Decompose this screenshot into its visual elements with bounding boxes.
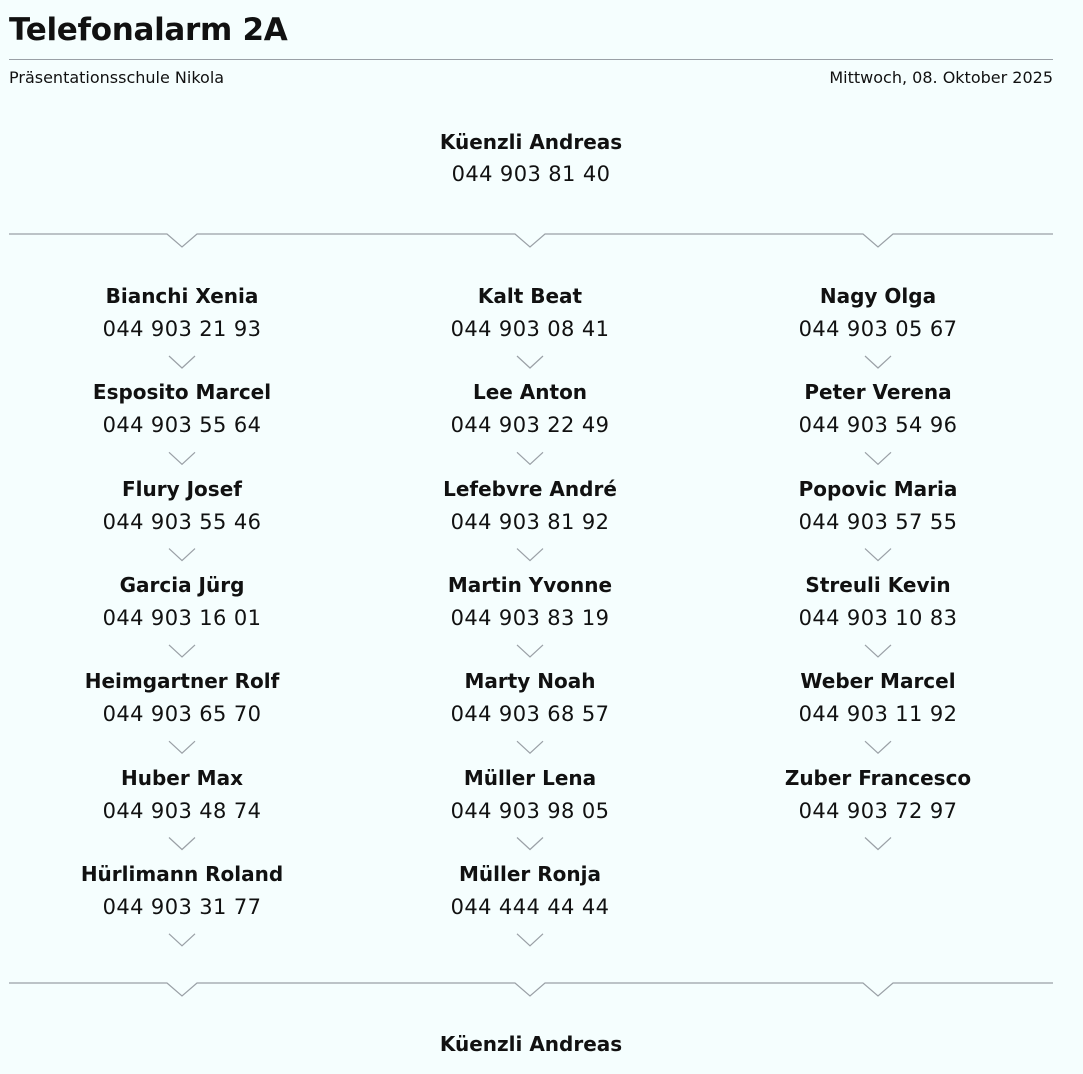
leader-entry [381, 130, 681, 187]
member-phone: 044 903 54 96 [798, 413, 958, 438]
member-name: Müller Ronja [459, 861, 601, 886]
member-entry [32, 380, 332, 438]
member-phone: 044 903 16 01 [102, 605, 262, 630]
member-entry [32, 284, 332, 342]
member-entry [380, 284, 680, 342]
chevron-down-icon [169, 356, 195, 368]
chevron-down-icon [865, 549, 891, 561]
member-phone: 044 903 68 57 [450, 702, 610, 727]
member-name: Lefebvre André [443, 476, 617, 501]
chevron-down-icon [865, 645, 891, 657]
member-phone: 044 903 05 67 [798, 317, 958, 341]
member-entry [380, 766, 680, 824]
member-phone: 044 444 44 44 [450, 894, 610, 919]
member-name: Martin Yvonne [447, 572, 613, 597]
top-distribution-line [9, 234, 1053, 247]
header-divider [9, 59, 1053, 60]
member-phone: 044 903 21 93 [102, 317, 262, 341]
member-phone: 044 903 31 77 [102, 894, 262, 919]
chevron-down-icon [517, 934, 543, 946]
member-name: Lee Anton [472, 380, 588, 405]
member-phone: 044 903 57 55 [798, 509, 958, 534]
member-name: Nagy Olga [819, 284, 937, 308]
member-name: Popovic Maria [798, 476, 958, 501]
chevron-arrows [169, 356, 891, 946]
chevron-down-icon [865, 838, 891, 850]
member-name: Marty Noah [464, 669, 596, 694]
member-phone: 044 903 22 49 [450, 413, 610, 438]
member-name: Heimgartner Rolf [84, 669, 280, 694]
member-phone: 044 903 55 64 [102, 413, 262, 438]
member-entry [380, 477, 680, 535]
member-phone: 044 903 10 83 [798, 605, 958, 630]
member-entry [728, 573, 1028, 631]
member-entry [728, 380, 1028, 438]
member-entry [380, 669, 680, 727]
member-name: Zuber Francesco [784, 765, 972, 790]
member-entry [728, 766, 1028, 824]
member-entry [728, 477, 1028, 535]
member-name: Hürlimann Roland [80, 861, 284, 886]
member-name: Weber Marcel [800, 669, 956, 694]
school-name: Präsentationsschule Nikola [9, 68, 225, 87]
chevron-down-icon [865, 356, 891, 368]
member-phone: 044 903 72 97 [798, 798, 958, 823]
member-entry [32, 766, 332, 824]
member-entry [32, 669, 332, 727]
member-entry [380, 573, 680, 631]
member-phone: 044 903 11 92 [798, 702, 958, 727]
member-name: Kalt Beat [477, 284, 583, 308]
chevron-down-icon [169, 452, 195, 464]
member-phone: 044 903 08 41 [450, 317, 610, 341]
chevron-down-icon [169, 645, 195, 657]
chevron-down-icon [169, 838, 195, 850]
member-name: Bianchi Xenia [105, 284, 259, 308]
member-entry [728, 669, 1028, 727]
member-name: Müller Lena [463, 765, 597, 790]
page-title: Telefonalarm 2A [9, 12, 288, 48]
chevron-down-icon [169, 934, 195, 946]
member-phone: 044 903 98 05 [450, 798, 610, 823]
member-name: Garcia Jürg [119, 572, 245, 597]
bottom-collection-line [9, 983, 1053, 996]
leader-name: Küenzli Andreas [439, 130, 623, 154]
chevron-down-icon [865, 452, 891, 464]
member-entry [32, 862, 332, 920]
member-name: Esposito Marcel [92, 380, 272, 405]
chevron-down-icon [517, 838, 543, 850]
chevron-down-icon [169, 549, 195, 561]
chevron-down-icon [517, 645, 543, 657]
member-phone: 044 903 65 70 [102, 702, 262, 727]
chevron-down-icon [169, 741, 195, 753]
member-name: Flury Josef [122, 476, 242, 501]
member-entry [380, 862, 680, 920]
member-entry [728, 284, 1028, 342]
member-phone: 044 903 81 92 [450, 509, 610, 534]
member-phone: 044 903 48 74 [102, 798, 262, 823]
chevron-down-icon [517, 741, 543, 753]
member-name: Streuli Kevin [805, 572, 951, 597]
member-name: Huber Max [121, 765, 243, 790]
bottom-notch-line [9, 983, 1053, 996]
member-name: Peter Verena [804, 380, 952, 405]
chevron-down-icon [517, 356, 543, 368]
leader-phone: 044 903 81 40 [451, 162, 611, 186]
top-notch-line [9, 234, 1053, 247]
member-entry [32, 477, 332, 535]
date-label: Mittwoch, 08. Oktober 2025 [829, 68, 1053, 87]
member-phone: 044 903 83 19 [450, 605, 610, 630]
chevron-down-icon [865, 741, 891, 753]
chevron-down-icon [517, 452, 543, 464]
chevron-down-icon [517, 549, 543, 561]
member-phone: 044 903 55 46 [102, 509, 262, 534]
member-entry [32, 573, 332, 631]
member-entry [380, 380, 680, 438]
footer-leader-entry [381, 1032, 681, 1056]
footer-leader-name: Küenzli Andreas [439, 1032, 623, 1056]
